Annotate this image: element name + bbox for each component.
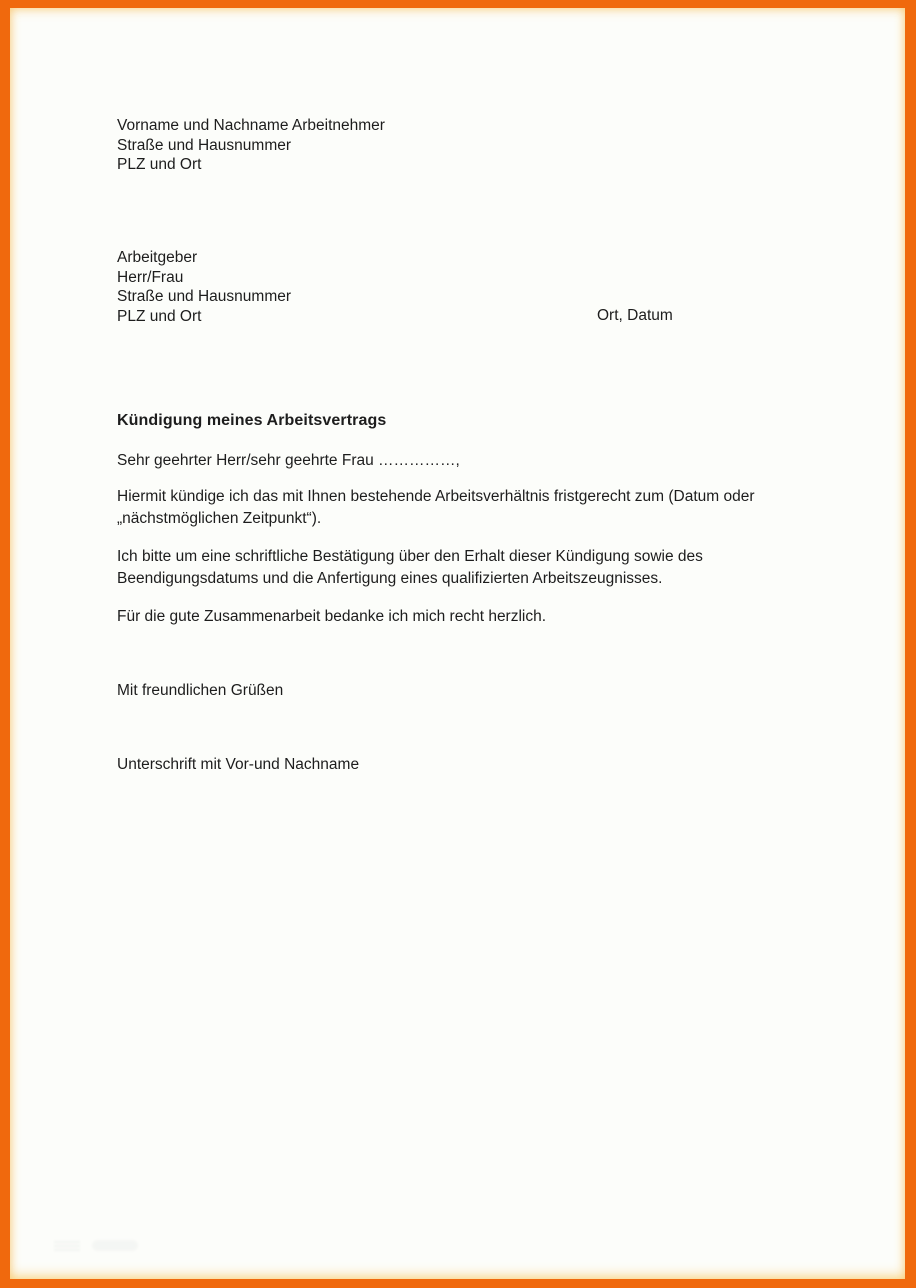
closing-line: Mit freundlichen Grüßen (117, 682, 284, 699)
recipient-street-line: Straße und Hausnummer (117, 288, 292, 305)
watermark-text-smudge (92, 1240, 138, 1251)
salutation-line: Sehr geehrter Herr/sehr geehrte Frau ……………, (117, 452, 460, 469)
paragraph-confirmation-request (117, 546, 877, 590)
sender-name-line: Vorname und Nachname Arbeitnehmer (117, 117, 385, 134)
faint-watermark (40, 1238, 150, 1254)
paragraph-line: Ich bitte um eine schriftliche Bestätigung über den Erhalt dieser Kündigung sowie des (117, 548, 703, 565)
place-date-line: Ort, Datum (597, 307, 673, 324)
letter-paper (10, 8, 905, 1279)
subject-line: Kündigung meines Arbeitsvertrags (117, 412, 387, 429)
watermark-glyph-icon (54, 1241, 80, 1251)
sender-city-line: PLZ und Ort (117, 156, 202, 173)
signature-line: Unterschrift mit Vor-und Nachname (117, 756, 360, 773)
recipient-address-block (117, 248, 291, 326)
recipient-city-line: PLZ und Ort (117, 307, 202, 325)
paragraph-line: Hiermit kündige ich das mit Ihnen bestehende Arbeitsverhältnis fristgerecht zum (Datum oder (117, 488, 755, 505)
paragraph-thanks (117, 606, 877, 628)
paragraph-line: „nächstmöglichen Zeitpunkt“). (117, 510, 322, 527)
paragraph-termination (117, 486, 877, 530)
sender-address-block (117, 116, 385, 175)
recipient-person-line: Herr/Frau (117, 268, 184, 286)
sender-street-line: Straße und Hausnummer (117, 136, 292, 154)
paragraph-line: Beendigungsdatums und die Anfertigung eines qualifizierten Arbeitszeugnisses. (117, 570, 663, 587)
paragraph-line: Für die gute Zusammenarbeit bedanke ich mich recht herzlich. (117, 608, 547, 625)
recipient-company-line: Arbeitgeber (117, 249, 198, 266)
